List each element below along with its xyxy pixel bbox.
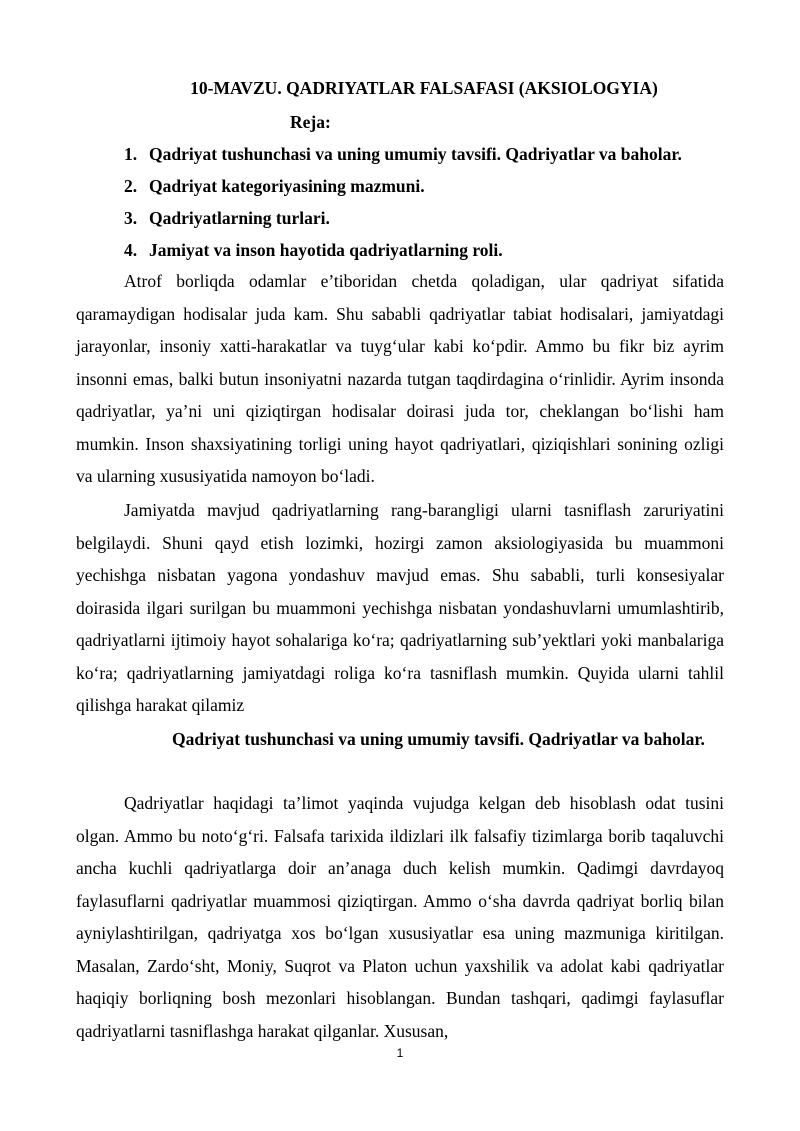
plan-list <box>124 142 682 270</box>
document-title-wrap <box>75 76 725 100</box>
plan-item-text: Jamiyat va inson hayotida qadriyatlarning roli. <box>149 240 503 260</box>
plan-item-number: 2. <box>124 176 138 196</box>
paragraph-history: Qadriyatlar haqidagi ta’limot yaqinda vujudga kelgan deb hisoblash odat tusini olgan. Ammo bu noto‘g‘ri. Falsafa tarixida ildizlari ilk falsafiy tizimlarga borib taqaluvchi ancha kuchli qadriyatlarga doir an’anaga duch kelish mumkin. Qadimgi davrdayoq faylasuflarni qadriyatlar muammosi qiziqtirgan. Ammo o‘sha davrda qadriyat borliq bilan ayniylashtirilgan, qadriyatga xos bo‘lgan xususiyatlar esa uning mazmuniga kiritilgan. Masalan, Zardo‘sht, Moniy, Suqrot va Platon uchun yaxshilik va adolat kabi qadriyatlar haqiqiy borliqning bosh mezonlari hisoblangan. Bundan tashqari, qadimgi faylasuflar qadriyatlarni tasniflashga harakat qilganlar. Xususan, <box>76 793 724 1041</box>
page-number: 1 <box>396 1046 404 1060</box>
plan-label: Reja: <box>290 112 331 132</box>
paragraph-classification: Jamiyatda mavjud qadriyatlarning rang-barangligi ularni tasniflash zaruriyatini belgilaydi. Shuni qayd etish lozimki, hozirgi zamon aksiologiyasida bu muammoni yechishga nisbatan yagona yondashuv mavjud emas. Shu sababli, turli konsesiyalar doirasida ilgari surilgan bu muammoni yechishga nisbatan yondashuvlarni umumlashtirib, qadriyatlarni ijtimoiy hayot sohalariga ko‘ra; qadriyatlarning sub’yektlari yoki manbalariga ko‘ra; qadriyatlarning jamiyatdagi roliga ko‘ra tasniflash mumkin. Quyida ularni tahlil qilishga harakat qilamiz <box>76 500 724 715</box>
section-heading: Qadriyat tushunchasi va uning umumiy tavsifi. Qadriyatlar va baholar. <box>172 729 705 749</box>
document-title: 10-MAVZU. QADRIYATLAR FALSAFASI (AKSIOLOGYIA) <box>190 78 658 98</box>
plan-item <box>124 174 682 206</box>
plan-item-text: Qadriyat tushunchasi va uning umumiy tavsifi. Qadriyatlar va baholar. <box>149 144 682 164</box>
paragraph-intro: Atrof borliqda odamlar e’tiboridan chetda qoladigan, ular qadriyat sifatida qaramaydigan hodisalar juda kam. Shu sababli qadriyatlar tabiat hodisalari, jamiyatdagi jarayonlar, insoniy xatti-harakatlar va tuyg‘ular kabi ko‘pdir. Ammo bu fikr biz ayrim insonni emas, balki butun insoniyatni nazarda tutgan taqdirdagina o‘rinlidir. Ayrim insonda qadriyatlar, ya’ni uni qiziqtirgan hodisalar doirasi juda tor, cheklangan bo‘lishi ham mumkin. Inson shaxsiyatining torligi uning hayot qadriyatlari, qiziqishlari sonining ozligi va ularning xususiyatida namoyon bo‘ladi. <box>76 271 724 486</box>
plan-item <box>124 206 682 238</box>
plan-item-number: 4. <box>124 240 138 260</box>
plan-item-text: Qadriyat kategoriyasining mazmuni. <box>149 176 425 196</box>
plan-item-number: 3. <box>124 208 138 228</box>
plan-item-number: 1. <box>124 144 138 164</box>
plan-item <box>124 142 682 174</box>
plan-item-text: Qadriyatlarning turlari. <box>149 208 330 228</box>
